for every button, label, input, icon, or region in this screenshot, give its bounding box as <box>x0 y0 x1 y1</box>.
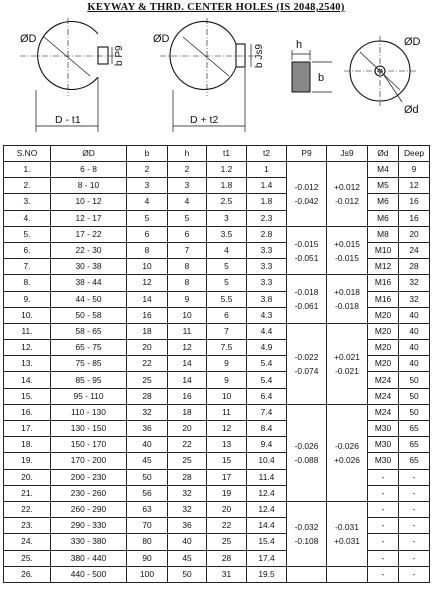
tolerance-value: -0.012 <box>294 181 319 192</box>
table-cell: 100 <box>127 566 168 582</box>
d2-label: ØD <box>153 33 170 45</box>
table-cell: 19. <box>4 453 51 469</box>
dim1-label: D - t1 <box>55 114 81 126</box>
keyway-table <box>3 145 430 583</box>
js9-tolerance-cell <box>327 162 368 227</box>
table-cell: 1.8 <box>247 194 287 210</box>
table-cell: M16 <box>368 275 399 291</box>
table-cell: 50 <box>399 388 430 404</box>
tolerance-value: -0.088 <box>294 454 319 465</box>
table-cell: 22 <box>168 437 207 453</box>
table-row <box>4 404 430 420</box>
b2-label: b Js9 <box>254 44 265 68</box>
table-cell: M20 <box>368 340 399 356</box>
table-cell: 4 <box>207 242 247 258</box>
tolerance-value: -0.032 <box>294 521 319 532</box>
table-cell: 45 <box>127 453 168 469</box>
table-cell: 10 - 12 <box>51 194 127 210</box>
table-cell: 16 <box>399 194 430 210</box>
table-cell: 28 <box>168 469 207 485</box>
col-header: S.NO <box>4 146 51 162</box>
table-cell: 9 <box>207 372 247 388</box>
table-cell: - <box>399 501 430 517</box>
table-cell: 110 - 130 <box>51 404 127 420</box>
table-cell: 17.4 <box>247 550 287 566</box>
table-cell: M20 <box>368 356 399 372</box>
table-cell: 19.5 <box>247 566 287 582</box>
table-cell: 38 - 44 <box>51 275 127 291</box>
b3-label: b <box>318 72 325 84</box>
table-cell: 50 <box>168 566 207 582</box>
table-cell: 65 - 75 <box>51 340 127 356</box>
table-cell: 3.8 <box>247 291 287 307</box>
table-cell: 12 <box>207 421 247 437</box>
table-cell: 170 - 200 <box>51 453 127 469</box>
table-cell: 28 <box>127 388 168 404</box>
table-cell: 40 <box>399 340 430 356</box>
table-cell: M6 <box>368 194 399 210</box>
col-header: Ød <box>368 146 399 162</box>
table-cell: 3.5 <box>207 226 247 242</box>
table-cell: 19 <box>207 485 247 501</box>
table-cell: 32 <box>168 485 207 501</box>
table-cell: - <box>368 518 399 534</box>
table-cell: 15. <box>4 388 51 404</box>
table-cell: 6 <box>127 226 168 242</box>
table-cell: 24 <box>399 242 430 258</box>
table-cell: - <box>399 550 430 566</box>
table-cell: 16 <box>168 388 207 404</box>
table-cell: 32 <box>127 404 168 420</box>
table-cell: 3 <box>168 178 207 194</box>
tolerance-value: -0.015 <box>335 252 359 263</box>
table-cell: 6 <box>207 307 247 323</box>
tolerance-value: -0.074 <box>294 365 319 376</box>
keyway-diagram <box>0 14 432 142</box>
table-cell: 1. <box>4 162 51 178</box>
table-cell: 63 <box>127 501 168 517</box>
table-cell: 25. <box>4 550 51 566</box>
d1-label: ØD <box>20 33 37 45</box>
table-row <box>4 566 430 582</box>
table-cell: 22 - 30 <box>51 242 127 258</box>
table-cell: 5.4 <box>247 372 287 388</box>
table-cell: 380 - 440 <box>51 550 127 566</box>
table-cell: 90 <box>127 550 168 566</box>
table-cell: M4 <box>368 162 399 178</box>
table-cell: 80 <box>127 534 168 550</box>
table-cell: 2 <box>168 162 207 178</box>
table-cell: 5. <box>4 226 51 242</box>
table-cell: 20. <box>4 469 51 485</box>
tolerance-value: +0.015 <box>334 238 360 249</box>
table-cell: 40 <box>168 534 207 550</box>
table-cell: 65 <box>399 421 430 437</box>
table-cell: 10 <box>168 307 207 323</box>
d3-label: ØD <box>404 36 421 48</box>
table-cell: 12 <box>127 275 168 291</box>
table-cell: 6 <box>168 226 207 242</box>
table-cell: 1.2 <box>207 162 247 178</box>
table-cell: 50 - 58 <box>51 307 127 323</box>
table-cell: 13. <box>4 356 51 372</box>
table-cell: 30 - 38 <box>51 259 127 275</box>
table-cell: 10 <box>207 388 247 404</box>
table-cell: 3.3 <box>247 259 287 275</box>
tolerance-value: +0.031 <box>334 535 360 546</box>
col-header: t1 <box>207 146 247 162</box>
table-cell: 14. <box>4 372 51 388</box>
table-cell: 70 <box>127 518 168 534</box>
js9-tolerance-cell <box>327 501 368 566</box>
table-cell: - <box>399 518 430 534</box>
col-header: h <box>168 146 207 162</box>
table-cell: 17. <box>4 421 51 437</box>
js9-tolerance-cell <box>327 275 368 324</box>
table-cell: 12 - 17 <box>51 210 127 226</box>
table-cell: 230 - 260 <box>51 485 127 501</box>
table-cell: 1.4 <box>247 178 287 194</box>
tolerance-value: -0.108 <box>294 535 319 546</box>
table-cell: 290 - 330 <box>51 518 127 534</box>
tolerance-value: +0.021 <box>334 351 360 362</box>
table-cell: 36 <box>168 518 207 534</box>
table-cell: 20 <box>168 421 207 437</box>
table-cell: 11. <box>4 323 51 339</box>
table-cell: 8 - 10 <box>51 178 127 194</box>
table-cell: 4 <box>168 194 207 210</box>
table-row <box>4 501 430 517</box>
table-cell: 12. <box>4 340 51 356</box>
table-cell: 1 <box>247 162 287 178</box>
table-cell: 10.4 <box>247 453 287 469</box>
table-cell: 22. <box>4 501 51 517</box>
table-cell: 3.3 <box>247 242 287 258</box>
tolerance-value: -0.021 <box>335 365 359 376</box>
table-cell: 5.4 <box>247 356 287 372</box>
table-cell: M30 <box>368 437 399 453</box>
table-cell: 9.4 <box>247 437 287 453</box>
p9-tolerance-cell <box>287 323 327 404</box>
table-cell: 5 <box>207 259 247 275</box>
table-cell: M30 <box>368 421 399 437</box>
table-cell: 5 <box>207 275 247 291</box>
table-cell: 7 <box>207 323 247 339</box>
p9-tolerance-cell <box>287 162 327 227</box>
table-cell: 45 <box>168 550 207 566</box>
document-title: KEYWAY & THRD. CENTER HOLES (IS 2048,2540) <box>87 2 345 13</box>
table-cell: - <box>368 550 399 566</box>
table-cell: - <box>399 566 430 582</box>
table-cell: 8.4 <box>247 421 287 437</box>
table-cell: 2.3 <box>247 210 287 226</box>
table-cell: 18. <box>4 437 51 453</box>
table-cell: 22 <box>207 518 247 534</box>
table-cell: 25 <box>127 372 168 388</box>
table-cell: 7.4 <box>247 404 287 420</box>
table-cell: 15 <box>207 453 247 469</box>
table-cell: M20 <box>368 307 399 323</box>
key-section-figure <box>292 50 332 92</box>
table-cell: 5.5 <box>207 291 247 307</box>
table-cell: 10. <box>4 307 51 323</box>
table-cell: 4.3 <box>247 307 287 323</box>
table-cell: 15.4 <box>247 534 287 550</box>
p9-tolerance-cell <box>287 275 327 324</box>
table-cell: 4. <box>4 210 51 226</box>
table-cell: M12 <box>368 259 399 275</box>
col-header: Js9 <box>327 146 368 162</box>
table-cell: 7.5 <box>207 340 247 356</box>
tolerance-value: -0.051 <box>294 252 319 263</box>
table-cell: M16 <box>368 291 399 307</box>
tolerance-value: -0.018 <box>294 287 319 298</box>
table-cell: 2.8 <box>247 226 287 242</box>
table-cell: - <box>368 469 399 485</box>
tolerance-value: -0.026 <box>335 440 359 451</box>
tolerance-value: -0.015 <box>294 238 319 249</box>
tolerance-value: +0.026 <box>334 454 360 465</box>
table-cell: 4 <box>127 194 168 210</box>
table-cell: 11.4 <box>247 469 287 485</box>
tolerance-value: +0.012 <box>334 181 360 192</box>
table-cell: 8. <box>4 275 51 291</box>
tolerance-value: -0.061 <box>294 301 319 312</box>
table-cell: 31 <box>207 566 247 582</box>
d4-label: Ød <box>404 104 419 116</box>
tolerance-value: +0.018 <box>334 287 360 298</box>
table-cell: 9. <box>4 291 51 307</box>
tolerance-value: -0.026 <box>294 440 319 451</box>
col-header: ØD <box>51 146 127 162</box>
js9-tolerance-cell <box>327 404 368 501</box>
table-cell: 6. <box>4 242 51 258</box>
table-cell: 40 <box>127 437 168 453</box>
table-cell: 40 <box>399 307 430 323</box>
table-cell: 8 <box>168 275 207 291</box>
js9-tolerance-cell <box>327 226 368 275</box>
table-cell: 65 <box>399 437 430 453</box>
table-header-row <box>4 146 430 162</box>
table-cell: 11 <box>207 404 247 420</box>
table-cell: 9 <box>207 356 247 372</box>
table-cell: 2 <box>127 162 168 178</box>
table-cell: M20 <box>368 323 399 339</box>
table-cell: 3 <box>127 178 168 194</box>
table-cell: 21. <box>4 485 51 501</box>
table-cell: 28 <box>207 550 247 566</box>
table-cell: 12 <box>168 340 207 356</box>
p9-tolerance-cell <box>287 226 327 275</box>
table-cell: 1.8 <box>207 178 247 194</box>
tolerance-value: -0.018 <box>335 301 359 312</box>
table-cell: 130 - 150 <box>51 421 127 437</box>
table-cell: 330 - 380 <box>51 534 127 550</box>
table-cell: 12.4 <box>247 501 287 517</box>
table-cell: 8 <box>127 242 168 258</box>
table-cell: 22 <box>127 356 168 372</box>
tolerance-value: -0.012 <box>335 195 359 206</box>
p9-tolerance-cell <box>287 404 327 501</box>
table-body <box>4 162 430 583</box>
table-cell: 25 <box>168 453 207 469</box>
tolerance-value: -0.022 <box>294 351 319 362</box>
table-cell: - <box>368 534 399 550</box>
table-cell: 25 <box>207 534 247 550</box>
p9-tolerance-cell <box>287 566 327 582</box>
table-cell: M24 <box>368 388 399 404</box>
table-cell: 2.5 <box>207 194 247 210</box>
table-cell: 200 - 230 <box>51 469 127 485</box>
table-cell: 12 <box>399 178 430 194</box>
h-label: h <box>296 39 303 51</box>
table-cell: 95 - 110 <box>51 388 127 404</box>
tolerance-value: -0.042 <box>294 195 319 206</box>
col-header: t2 <box>247 146 287 162</box>
table-row <box>4 162 430 178</box>
table-cell: 2. <box>4 178 51 194</box>
table-cell: 44 - 50 <box>51 291 127 307</box>
table-cell: 32 <box>399 275 430 291</box>
table-cell: 16 <box>127 307 168 323</box>
table-cell: 5 <box>168 210 207 226</box>
table-cell: 9 <box>399 162 430 178</box>
col-header: b <box>127 146 168 162</box>
table-cell: 32 <box>399 291 430 307</box>
table-cell: M30 <box>368 453 399 469</box>
table-cell: 18 <box>127 323 168 339</box>
table-cell: 3. <box>4 194 51 210</box>
table-cell: 8 <box>168 259 207 275</box>
table-cell: 20 <box>399 226 430 242</box>
table-cell: 85 - 95 <box>51 372 127 388</box>
table-cell: 50 <box>399 372 430 388</box>
table-cell: 24. <box>4 534 51 550</box>
table-cell: 4.9 <box>247 340 287 356</box>
table-cell: M10 <box>368 242 399 258</box>
table-cell: 16. <box>4 404 51 420</box>
tolerance-value: -0.031 <box>335 521 359 532</box>
table-cell: 14.4 <box>247 518 287 534</box>
table-cell: 14 <box>127 291 168 307</box>
js9-tolerance-cell <box>327 323 368 404</box>
table-cell: 56 <box>127 485 168 501</box>
table-cell: 36 <box>127 421 168 437</box>
table-cell: 440 - 500 <box>51 566 127 582</box>
table-cell: 16 <box>399 210 430 226</box>
col-header: P9 <box>287 146 327 162</box>
table-cell: - <box>368 566 399 582</box>
table-row <box>4 226 430 242</box>
table-cell: 4.4 <box>247 323 287 339</box>
table-cell: 14 <box>168 372 207 388</box>
table-cell: 260 - 290 <box>51 501 127 517</box>
table-cell: M24 <box>368 372 399 388</box>
table-cell: 7 <box>168 242 207 258</box>
js9-tolerance-cell <box>327 566 368 582</box>
table-cell: 58 - 65 <box>51 323 127 339</box>
table-cell: 6.4 <box>247 388 287 404</box>
table-cell: - <box>399 534 430 550</box>
table-cell: 17 <box>207 469 247 485</box>
dim2-label: D + t2 <box>190 114 219 126</box>
table-cell: 6 - 8 <box>51 162 127 178</box>
table-cell: 7. <box>4 259 51 275</box>
table-row <box>4 275 430 291</box>
table-cell: 50 <box>399 404 430 420</box>
table-cell: 14 <box>168 356 207 372</box>
table-cell: - <box>368 501 399 517</box>
table-cell: 12.4 <box>247 485 287 501</box>
table-cell: 50 <box>127 469 168 485</box>
table-cell: 23. <box>4 518 51 534</box>
table-cell: - <box>399 469 430 485</box>
table-cell: 40 <box>399 356 430 372</box>
table-cell: - <box>368 485 399 501</box>
table-cell: 11 <box>168 323 207 339</box>
table-cell: 65 <box>399 453 430 469</box>
table-cell: 26. <box>4 566 51 582</box>
table-cell: 3.3 <box>247 275 287 291</box>
table-cell: 18 <box>168 404 207 420</box>
table-cell: M24 <box>368 404 399 420</box>
table-cell: M5 <box>368 178 399 194</box>
table-cell: 28 <box>399 259 430 275</box>
col-header: Deep <box>399 146 430 162</box>
table-cell: M6 <box>368 210 399 226</box>
table-cell: 150 - 170 <box>51 437 127 453</box>
b1-label: b P9 <box>114 45 125 66</box>
table-cell: 13 <box>207 437 247 453</box>
table-cell: M8 <box>368 226 399 242</box>
table-cell: 3 <box>207 210 247 226</box>
table-cell: 32 <box>168 501 207 517</box>
table-cell: 75 - 85 <box>51 356 127 372</box>
table-cell: 17 - 22 <box>51 226 127 242</box>
table-cell: 40 <box>399 323 430 339</box>
p9-tolerance-cell <box>287 501 327 566</box>
table-row <box>4 323 430 339</box>
table-cell: 20 <box>127 340 168 356</box>
table-cell: 10 <box>127 259 168 275</box>
table-cell: 9 <box>168 291 207 307</box>
table-cell: 5 <box>127 210 168 226</box>
table-cell: 20 <box>207 501 247 517</box>
table-cell: - <box>399 485 430 501</box>
